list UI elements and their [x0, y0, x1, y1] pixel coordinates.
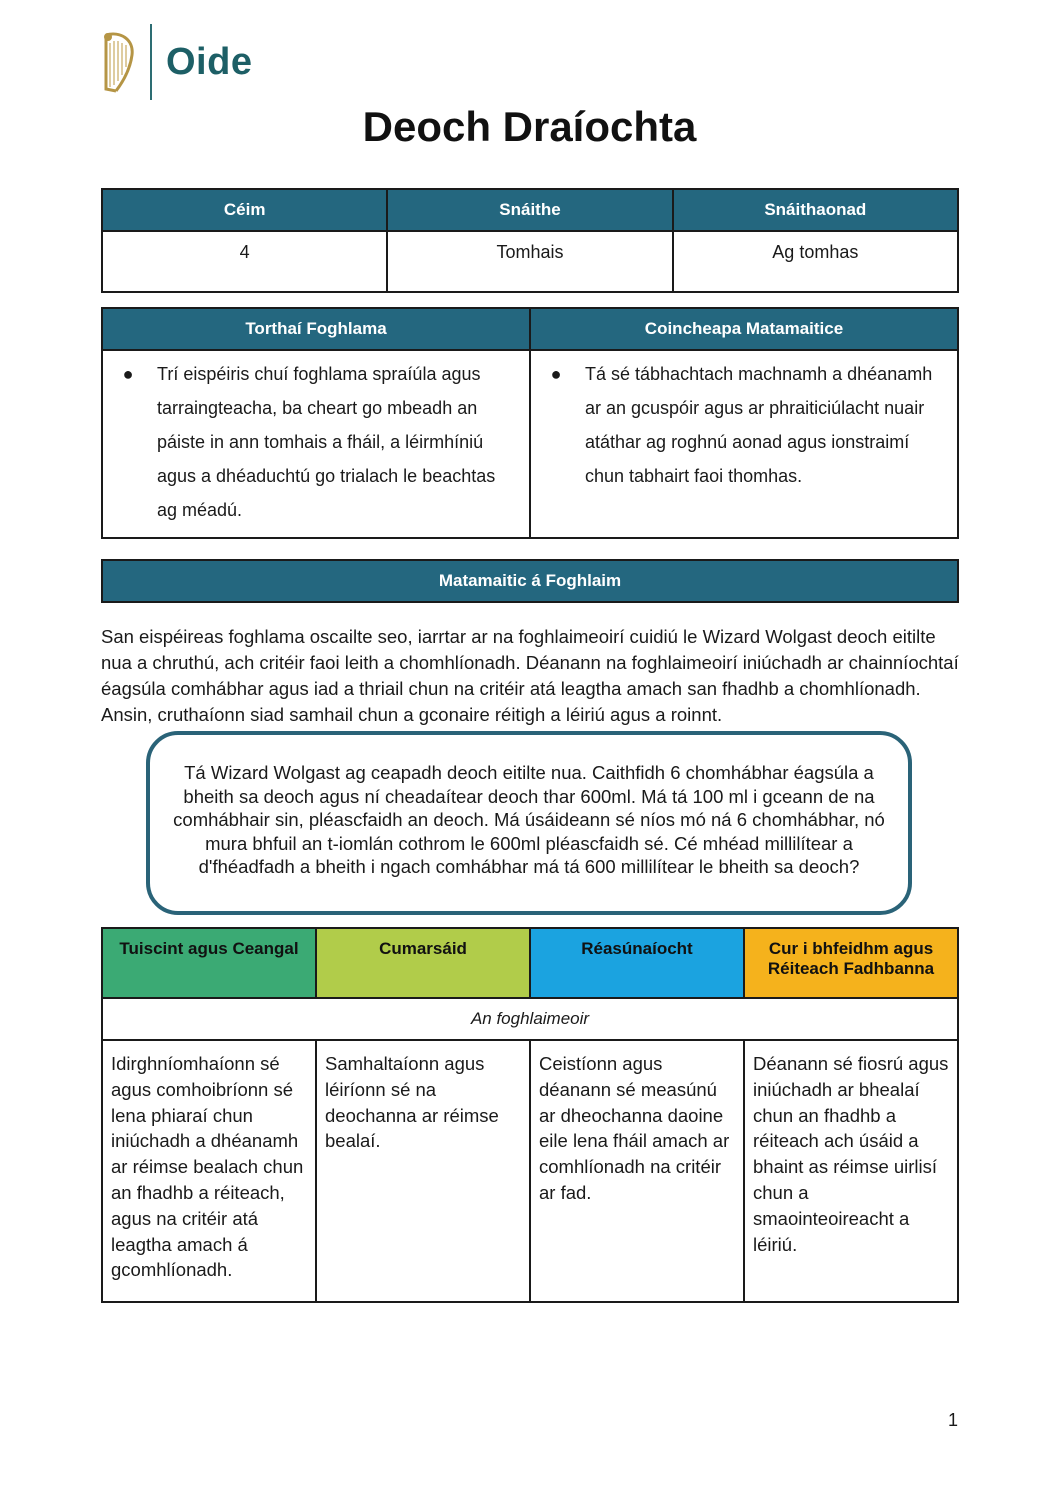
value-ceim: 4: [102, 231, 387, 292]
bullet-icon: ●: [122, 364, 134, 384]
header-learning-outcomes: Torthaí Foghlama: [102, 308, 530, 350]
desc-application: Déanann sé fiosrú agus iniúchadh ar bhealaí chun an fhadhb a réiteach ach úsáid a bhaint as réimse uirlisí chun a smaointeoireacht a léiriú.: [744, 1040, 958, 1302]
desc-reasoning: Ceistíonn agus déanann sé measúnú ar dheochanna daoine eile lena fháil amach ar comhlíonadh na critéir ar fad.: [530, 1040, 744, 1302]
oide-logo: [98, 22, 252, 102]
header-communication: Cumarsáid: [316, 928, 530, 998]
desc-communication: Samhaltaíonn agus léiríonn sé na deochanna ar réimse bealaí.: [316, 1040, 530, 1302]
outcomes-table: [101, 307, 959, 539]
learning-section-header: [101, 559, 959, 603]
header-math-concepts: Coincheapa Matamaitice: [530, 308, 958, 350]
value-snaithaonad: Ag tomhas: [673, 231, 958, 292]
desc-understanding: Idirghníomhaíonn sé agus comhoibríonn sé lena phiaraí chun iniúchadh a dhéanamh ar réimse bealach chun an fhadhb a réiteach, agus na critéir atá leagtha amach á gcomhlíonadh.: [102, 1040, 316, 1302]
math-concept-text: Tá sé tábhachtach machnamh a dhéanamh ar an gcuspóir agus ar phraiticiúlacht nuair atáthar ag roghnú aonad agus ionstraimí chun tabhairt faoi thomhas.: [585, 364, 933, 486]
learning-outcome-cell: [102, 350, 530, 538]
header-ceim: Céim: [102, 189, 387, 231]
header-snaithe: Snáithe: [387, 189, 672, 231]
logo-divider: [150, 24, 152, 100]
page-number: 1: [947, 1410, 958, 1430]
intro-paragraph: San eispéireas foghlama oscailte seo, iarrtar ar na foghlaimeoirí cuidiú le Wizard Wolgast deoch eitilte nua a chruthú, ach critéir faoi leith a chomhlíonadh. Déanann na foghlaimeoirí iniúchadh ar chainníochtaí éagsúla comhábhar agus iad a thriail chun na critéir atá leagtha amach san fhadhb a chomhlíonadh. Ansin, cruthaíonn siad samhail chun a gconaire réitigh a léiriú agus a roinnt.: [101, 626, 959, 725]
header-snaithaonad: Snáithaonad: [673, 189, 958, 231]
header-application: Cur i bhfeidhm agus Réiteach Fadhbanna: [744, 928, 958, 998]
proficiency-table: [101, 927, 959, 1303]
header-reasoning: Réasúnaíocht: [530, 928, 744, 998]
header-understanding: Tuiscint agus Ceangal: [102, 928, 316, 998]
math-concept-cell: [530, 350, 958, 538]
learner-label: An foghlaimeoir: [102, 998, 958, 1040]
brand-name: Oide: [166, 40, 253, 83]
learning-outcome-text: Trí eispéiris chuí foghlama spraíúla agus tarraingteacha, ba cheart go mbeadh an páiste in ann tomhais a fháil, a léirmhíniú agus a dhéaduchtú go trialach le beachtas ag méadú.: [157, 364, 496, 520]
info-table: [101, 188, 959, 293]
value-snaithe: Tomhais: [387, 231, 672, 292]
learning-header-label: Matamaitic á Foghlaim: [102, 560, 958, 602]
problem-box: Tá Wizard Wolgast ag ceapadh deoch eitilte nua. Caithfidh 6 chomhábhar éagsúla a bheith sa deoch agus ní cheadaítear deoch thar 600ml. Má tá 100 ml i gceann de na comhábhair sin, pléascfaidh an deoch. Má úsáideann sé níos mó ná 6 chomhábhar, nó mura bhfuil an t-iomlán cothrom le 600ml pléascfaidh sé. Cé mhéad millilítear a d'fhéadfadh a bheith i ngach comhábhar má tá 600 millilítear le bheith sa deoch?: [146, 731, 912, 915]
page-title: Deoch Draíochta: [362, 103, 697, 150]
harp-icon: [98, 29, 140, 95]
bullet-icon: ●: [550, 364, 562, 384]
